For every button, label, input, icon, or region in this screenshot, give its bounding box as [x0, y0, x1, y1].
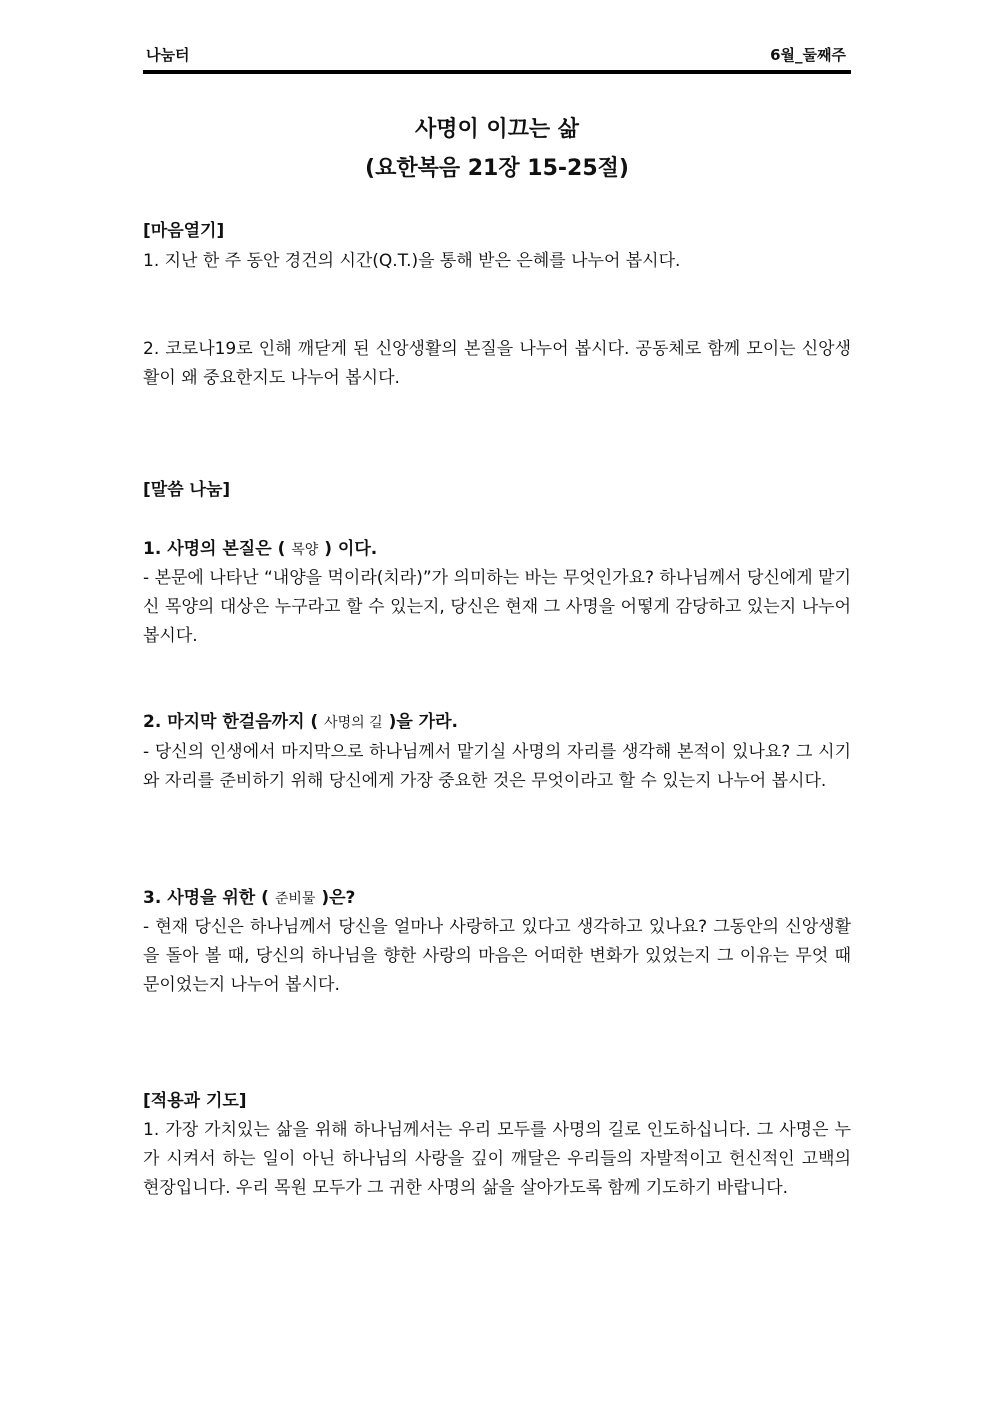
apply-heading: [적용과 기도] [143, 1091, 247, 1111]
question-2-answer: 사명의 길 [324, 715, 383, 731]
question-3-prefix: 3. 사명을 위한 ( [143, 888, 275, 908]
header-week-label: 6월_둘째주 [770, 46, 846, 64]
question-3-suffix: )은? [315, 888, 356, 908]
question-1-prefix: 1. 사명의 본질은 ( [143, 539, 292, 559]
question-1-suffix: ) 이다. [318, 539, 378, 559]
header-divider [143, 70, 851, 74]
question-1-body: - 본문에 나타난 “내양을 먹이라(치라)”가 의미하는 바는 무엇인가요? 하나님께서 당신에게 맡기신 목양의 대상은 누구라고 할 수 있는지, 당신은 현재 그 사명을 어떻게 감당하고 있는지 나누어 봅시다. [143, 568, 851, 646]
scripture-reference: (요한복음 21장 15-25절) [365, 156, 629, 181]
question-1-title [143, 535, 851, 565]
page-title: 사명이 이끄는 삶 [414, 117, 580, 142]
question-2-prefix: 2. 마지막 한걸음까지 ( [143, 712, 325, 732]
apply-body: 1. 가장 가치있는 삶을 위해 하나님께서는 우리 모두를 사명의 길로 인도하십니다. 그 사명은 누가 시켜서 하는 일이 아닌 하나님의 사랑을 깊이 깨달은 우리들의 자발적이고 헌신적인 고백의 현장입니다. 우리 목원 모두가 그 귀한 사명의 삶을 살아가도록 함께 기도하기 바랍니다. [143, 1120, 851, 1198]
question-1-answer: 목양 [291, 542, 319, 558]
opening-item-1: 1. 지난 한 주 동안 경건의 시간(Q.T.)을 통해 받은 은혜를 나누어 봅시다. [143, 251, 681, 271]
word-heading: [말씀 나눔] [143, 480, 231, 500]
question-3-body: - 현재 당신은 하나님께서 당신을 얼마나 사랑하고 있다고 생각하고 있나요? 그동안의 신앙생활을 돌아 볼 때, 당신의 하나님을 향한 사랑의 마음은 어떠한 변화가 있었는지 그 이유는 무엇 때문이었는지 나누어 봅시다. [143, 917, 851, 995]
question-3-title [143, 884, 851, 914]
question-2-body: - 당신의 인생에서 마지막으로 하나님께서 맡기실 사명의 자리를 생각해 본적이 있나요? 그 시기와 자리를 준비하기 위해 당신에게 가장 중요한 것은 무엇이라고 할 수 있는지 나누어 봅시다. [143, 742, 851, 791]
opening-heading: [마음열기] [143, 221, 225, 241]
header-section-name: 나눔터 [146, 46, 190, 64]
question-2-title [143, 708, 851, 738]
opening-item-2: 2. 코로나19로 인해 깨닫게 된 신앙생활의 본질을 나누어 봅시다. 공동체로 함께 모이는 신앙생활이 왜 중요한지도 나누어 봅시다. [143, 339, 851, 388]
question-2-suffix: )을 가라. [382, 712, 458, 732]
question-3-answer: 준비물 [274, 891, 316, 907]
